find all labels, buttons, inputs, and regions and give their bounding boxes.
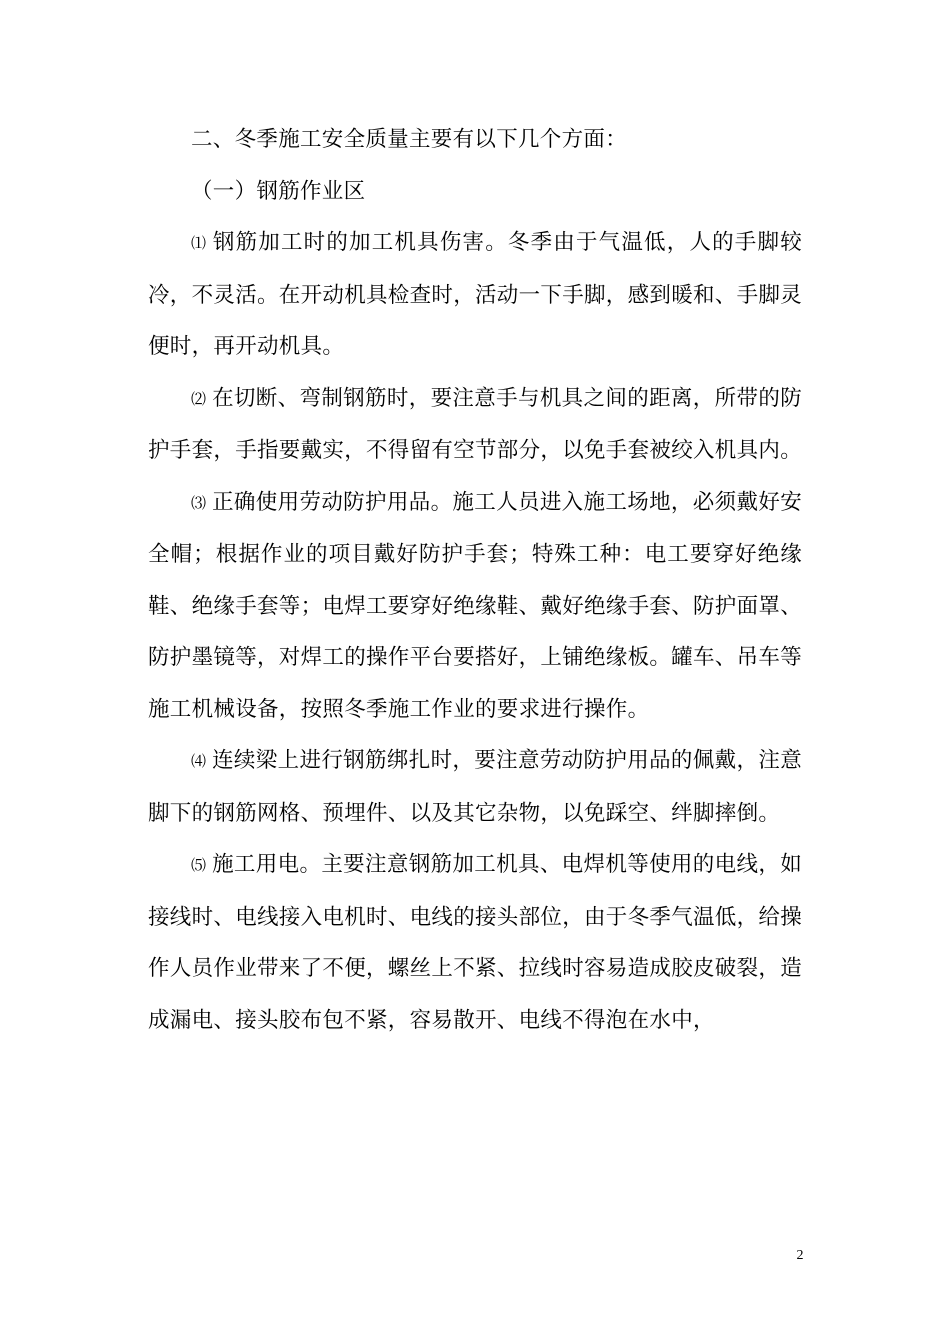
list-item: [148, 735, 802, 839]
page-number: 2: [796, 1248, 804, 1263]
section-heading: 二、冬季施工安全质量主要有以下几个方面：: [191, 127, 628, 152]
item-marker: ⑶: [191, 493, 207, 512]
section-subheading: （一）钢筋作业区: [191, 178, 366, 204]
list-item: [148, 373, 802, 477]
item-marker: ⑵: [191, 389, 207, 408]
document-body: [148, 114, 802, 1046]
item-marker: ⑴: [191, 234, 207, 252]
item-text: 正确使用劳动防护用品。施工人员进入施工场地，必须戴好安全帽；根据作业的项目戴好防护手套；特殊工种：电工要穿好绝缘鞋、绝缘手套等；电焊工要穿好绝缘鞋、戴好绝缘手套、防护面罩、防护墨镜等，对焊工的操作平台要搭好，上铺绝缘板。罐车、吊车等施工机械设备，按照冬季施工作业的要求进行操作。: [148, 489, 803, 722]
item-text: 施工用电。主要注意钢筋加工机具、电焊机等使用的电线，如接线时、电线接入电机时、电线的接头部位，由于冬季气温低，给操作人员作业带来了不便，螺丝上不紧、拉线时容易造成胶皮破裂，造成漏电、接头胶布包不紧，容易散开、电线不得泡在水中，: [148, 852, 803, 1033]
list-item: [148, 839, 802, 1046]
item-text: 连续梁上进行钢筋绑扎时，要注意劳动防护用品的佩戴，注意脚下的钢筋网格、预埋件、以及其它杂物，以免踩空、绊脚摔倒。: [148, 748, 802, 826]
item-text: 在切断、弯制钢筋时，要注意手与机具之间的距离，所带的防护手套，手指要戴实，不得留有空节部分，以免手套被绞入机具内。: [148, 385, 803, 463]
item-marker: ⑸: [191, 856, 207, 874]
item-marker: ⑷: [191, 752, 207, 770]
item-text: 钢筋加工时的加工机具伤害。冬季由于气温低，人的手脚较冷，不灵活。在开动机具检查时，活动一下手脚，感到暖和、手脚灵便时，再开动机具。: [148, 230, 803, 359]
list-item: [148, 477, 802, 736]
list-item: [148, 217, 802, 373]
